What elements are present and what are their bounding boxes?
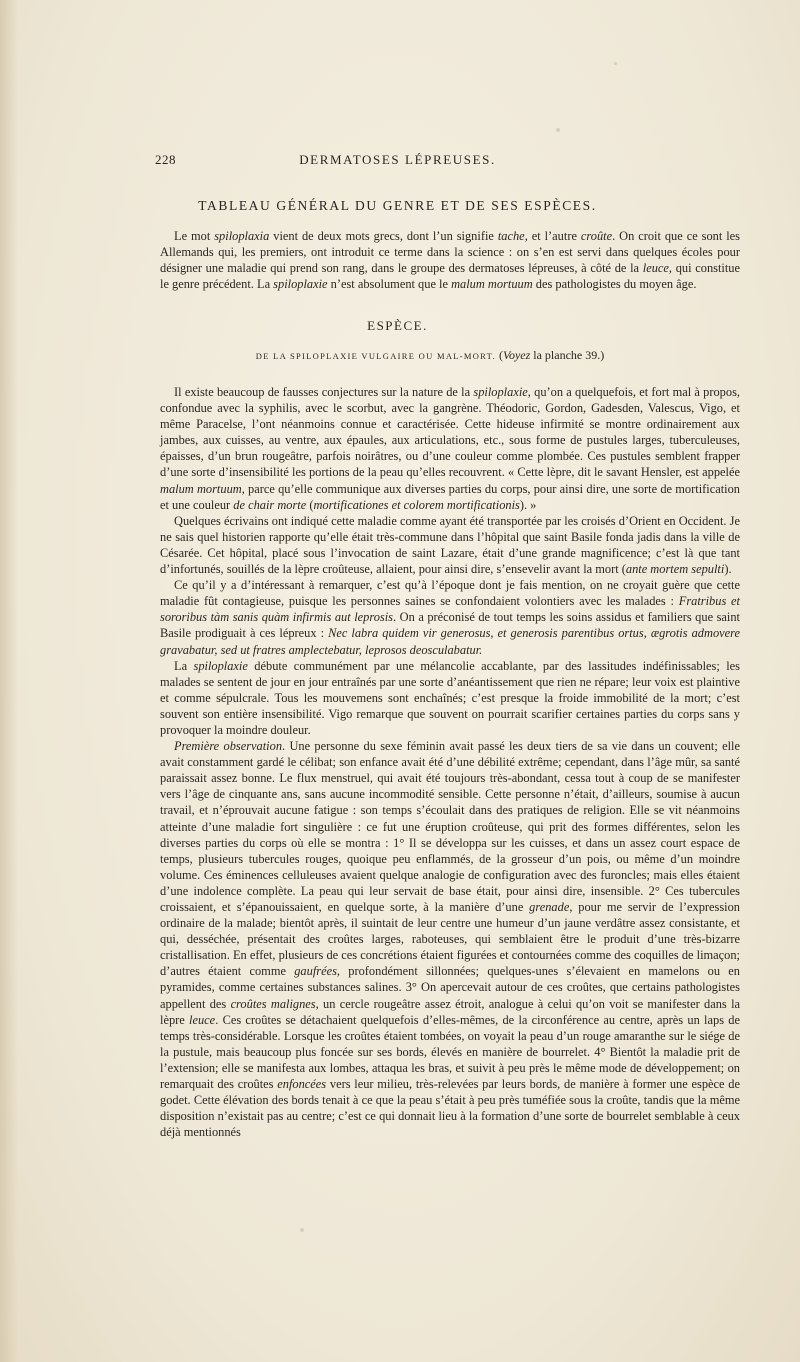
plate-ref-open: ( <box>498 348 503 362</box>
text-run: , profondément sillonnées; quelques-unes s’élevaient en mamelons ou en pyramides, comme certaines substances salines. 3° On apercevait autour de ces croûtes, que certains pathologistes appellent des <box>160 964 740 1011</box>
italic-run: spiloplaxia <box>214 229 270 243</box>
text-run: , parce qu’elle communique aux diverses parties du corps, pour ainsi dire, une sorte de mortification et une couleur <box>160 481 740 512</box>
italic-run: Première observation <box>174 739 283 754</box>
text-run: . On a préconisé de tout temps les soins assidus et familiers que saint Basile prodiguait à ces lépreux : <box>160 610 741 641</box>
text-run: ). » <box>519 497 537 512</box>
italic-run: leuce <box>189 1012 216 1027</box>
italic-run: tache <box>497 229 525 243</box>
text-run: . Ces croûtes se détachaient quelquefois d’elles-mêmes, de la circonférence au centre, après un laps de temps très-considérable. Lorsque les croûtes étaient tombées, on voyait la peau d’un rouge amaranthe sur le siége de la pustule, mais beaucoup plus foncée sur ses bords, élevés en manière de bourrelet. 4° Bientôt la maladie prit de l’extension; elle se manifesta aux lombes, attaqua les bras, et suivit à peu près le même mode de développement; on remarquait des croûtes <box>160 1012 740 1092</box>
page-number: 228 <box>155 152 176 167</box>
paper-stain <box>300 1228 304 1232</box>
italic-run: spiloplaxie <box>193 658 248 673</box>
text-run: , un cercle rougeâtre assez étroit, analogue à celui qu’on voit se manifester dans la lèpre <box>160 996 741 1027</box>
italic-run: Fratribus et sororibus tàm sanis quàm infirmis aut leprosis <box>160 594 740 625</box>
text-run: Il existe beaucoup de fausses conjectures sur la nature de la <box>174 385 474 399</box>
page-gutter-shadow <box>0 0 18 1362</box>
italic-run: leuce <box>642 261 669 276</box>
italic-run: croûtes malignes <box>230 996 316 1011</box>
species-subtitle <box>160 348 700 363</box>
body-paragraph <box>160 577 740 657</box>
paper-stain <box>614 62 617 65</box>
body-paragraph <box>160 513 740 577</box>
intro-paragraph <box>160 228 740 292</box>
italic-run: ante mortem sepulti <box>625 562 725 577</box>
text-run: des pathologistes du moyen âge. <box>532 277 697 292</box>
italic-run: croûte <box>580 229 613 243</box>
italic-run: gaufrées <box>294 964 337 979</box>
body-paragraph <box>160 658 740 738</box>
body-paragraph <box>160 384 740 513</box>
running-head: DERMATOSES LÉPREUSES. <box>299 152 496 167</box>
italic-run: de chair morte <box>233 497 307 512</box>
body-text <box>160 384 740 1140</box>
text-run: ( <box>306 497 314 512</box>
text-run: , pour me servir de l’expression ordinaire de la malade; bientôt après, il suintait de leur centre une humeur d’un jaune verdâtre assez consistante, et qui, desséchée, présentait des croûtes larges, raboteuses, qui semblaient être le produit d’une très-bizarre cristallisation. En effet, plusieurs de ces concrétions étaient figurées et contournées comme des coquilles de limaçon; d’autres étaient comme <box>160 900 740 979</box>
page-header <box>155 152 640 172</box>
paper-stain <box>556 128 560 132</box>
text-run: , qui constitue le genre précédent. La <box>160 261 740 292</box>
species-heading: ESPÈCE. <box>367 318 428 333</box>
italic-run: malum mortuum <box>160 481 242 496</box>
italic-run: spiloplaxie <box>273 277 328 292</box>
text-run: n’est absolument que le <box>327 277 452 292</box>
italic-run: enfoncées <box>277 1077 327 1092</box>
text-run: La <box>174 658 194 673</box>
text-run: , qu’on a quelquefois, et fort mal à propos, confondue avec la syphilis, avec le scorbut, avec la gangrène. Théodoric, Gordon, Gadesden, Valescus, Vigo, et même Paracelse, l’ont néanmoins connue et caractérisée. Cette hideuse infirmité se montre ordinairement aux jambes, aux cuisses, au ventre, aux épaules, aux articulations, etc., sous forme de pustules larges, tuberculeuses, épaisses, d’un brun rougeâtre, parfois noirâtres, ou d’une couleur comme plombée. Ces pustules semblent frapper d’une sorte d’insensibilité les portions de la peau qu’elles recouvrent. « Cette lèpre, dit le savant Hensler, est appelée <box>160 385 740 480</box>
section-title: TABLEAU GÉNÉRAL DU GENRE ET DE SES ESPÈCES. <box>198 198 597 213</box>
species-name: DE LA SPILOPLAXIE VULGAIRE OU MAL-MORT. <box>255 351 496 361</box>
italic-run: mortificationes et colorem mortificationis <box>313 497 520 512</box>
text-run: vient de deux mots grecs, dont l’un signifie <box>269 229 498 243</box>
text-run: . Une personne du sexe féminin avait passé les deux tiers de sa vie dans un couvent; elle avait constamment gardé le célibat; son enfance avait été d’une débilité extrême; cependant, dans l’âge mûr, sa santé paraissait assez bonne. Le flux menstruel, qui avait été toujours très-abondant, cessa tout à coup de se manifester vers l’âge de cinquante ans, sans aucune incommodité sensible. Cette personne n’était, d’ailleurs, soumise à aucun travail, et n’éprouvait aucune fatigue : son temps s’écoulait dans des pratiques de religion. Elle se vit néanmoins atteinte d’une maladie fort singulière : ce fut une éruption croûteuse, qui prit des formes différentes, selon les diverses parties du corps où elle se montra : 1° Il se développa sur les cuisses, et dans un assez court espace de temps, plusieurs tubercules rouges, quoique peu enflammés, de la grosseur d’un pois, ou même d’un moindre volume. Ces éminences celluleuses avaient quelque analogie de configuration avec des furoncles; mais elles étaient d’une indolence complète. La peau qui leur servait de base était, pour ainsi dire, insensible. 2° Ces tubercules croissaient, et s’épanouissaient, en quelque sorte, à la manière d’une <box>160 739 740 914</box>
text-run: Ce qu’il y a d’intéressant à remarquer, c’est qu’à l’époque dont je fais mention, on ne croyait guère que cette maladie fût contagieuse, puisque les personnes saines se confondaient volontiers avec les malades : <box>160 578 740 609</box>
text-run: Quelques écrivains ont indiqué cette maladie comme ayant été transportée par les croisés d’Orient en Occident. Je ne sais quel historien rapporte qu’elle était très-commune dans l’hôpital que saint Basile fonda jadis dans la ville de Césarée. Cet hôpital, placé sous l’invocation de saint Lazare, était d’une grande magnificence; c’est là que tant d’infortunés, souillés de la lèpre croûteuse, allaient, pour ainsi dire, s’ensevelir avant la mort ( <box>160 513 740 577</box>
text-run: Le mot <box>174 229 215 243</box>
plate-ref-rest: la planche 39.) <box>530 348 605 362</box>
text-run: , et l’autre <box>524 229 581 243</box>
italic-run: grenade <box>529 900 570 914</box>
italic-run: malum mortuum <box>451 277 533 292</box>
text-run: vers leur milieu, très-relevées par leurs bords, de manière à former une espèce de godet. Cette élévation des bords tenait à ce que la peau s’était à peu près tuméfiée sous la croûte, tandis que la même disposition n’existait pas au centre; c’est ce qui donnait lieu à la formation d’une sorte de bourrelet semblable à ceux déjà mentionnés <box>160 1077 740 1140</box>
body-paragraph <box>160 738 740 1140</box>
text-run: . On croit que ce sont les Allemands qui, les premiers, ont introduit ce terme dans la science : on s’en est servi dans quelques écoles pour désigner une maladie qui prend son rang, dans le groupe des dermatoses lépreuses, à côté de la <box>160 229 740 276</box>
italic-run: Nec labra quidem vir generosus, et generosis parentibus ortus, ægrotis admovere gravabatur, sed ut fratres amplectebatur, leprosos deosculabatur. <box>160 626 740 657</box>
italic-run: spiloplaxie <box>473 385 528 399</box>
plate-ref-italic: Voyez <box>502 348 531 362</box>
text-run: ). <box>724 562 732 577</box>
text-run: débute communément par une mélancolie accablante, par des lassitudes indéfinissables; les malades se sentent de jour en jour entraînés par une sorte d’anéantissement que rien ne répare; leur voix est plaintive et comme sépulcrale. Tous les mouvemens sont enchaînés; c’est presque la froide immobilité de la mort; c’est souvent son entière insensibilité. Vigo remarque que souvent on pourrait scarifier certaines parties du corps sans y provoquer la moindre douleur. <box>160 658 740 737</box>
